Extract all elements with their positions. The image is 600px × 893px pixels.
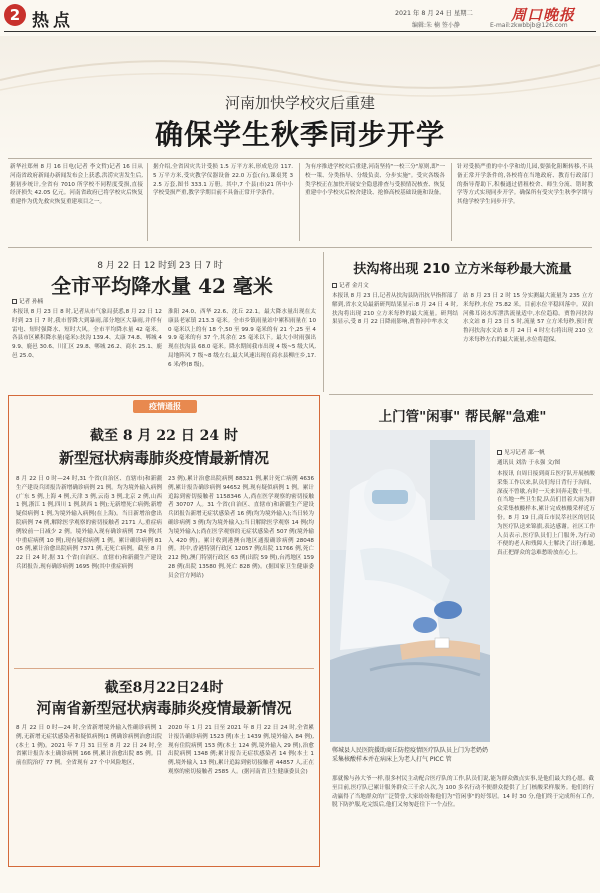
newspaper-logo: 周口晚报 [511,6,576,24]
rain-column-1: 本报讯 8 月 23 日 8 时,记者从市气象局获悉,8 月 22 日 12 时到 23 日 7 时,我市普降大到暴雨,部分地区大暴雨,并伴有雷电、短时强降水、短时大风。全市平均降水量 42 毫米。各县市区累积降水量(毫米):扶沟 139.4、太康 74.8、郸城 49.9、鹿邑 30.6、川汇区 29.8、郸城 26.2、商水 25.1、鹿邑 25.0、 [12,309,162,359]
epidemic-banner: 疫情通报 [133,400,197,413]
issue-date: 2021 年 8 月 24 日 星期二 [395,10,473,17]
national-headline-line-1: 截至 8 月 22 日 24 时 [90,428,238,444]
helper-side-column: 本报讯 自周日接到商丘医疗队开展核酸采集工作以来,队员们每日背行于沟间、深夜不曾歇,有时一天来回奔走数十里。在当地一些卫生院,队员们冒着大雨为群众采集核酸样本,累计完成核酸采样近万份。8 月 19 日,商丘市民萃社区的居民为医疗队送来锦旗,表达感谢。社区工作人员表示,医疗队员们上门服务,为行动不便的老人和残障人士解决了出行难题,真正把群众的急难愁盼放在心上。 [497,471,595,557]
henan-headline-line-1: 截至8月22日24时 [104,680,224,696]
decorative-wave-icon [0,40,600,100]
henan-headline-line-2: 河南省新型冠状病毒肺炎疫情最新情况 [36,699,292,717]
medical-worker-photo [330,430,490,742]
helper-title: 上门管"闲事" 帮民解"急难" [378,409,547,425]
photo-illustration [330,430,490,742]
henan-column-1: 8 月 22 日 0 时—24 时,全省新增境外输入性确诊病例 1 例,无新增无症状感染者和疑似病例(1 例确诊病例治愈出院(本土 1 例)。2021 年 7 月 31 日至 8 月 22 日 24 时,全省累计报告本土确诊病例 166 例,累计治愈出院 85 例。目前在院治疗 77 例。全省现有 27 个中风险地区, [16,725,162,767]
section-rule [329,394,593,395]
lead-kicker: 河南加快学校灾后重建 [224,94,375,112]
epidemic-divider [14,668,314,669]
lead-column-1: 新华社郑州 8 月 16 日电(记者 李文哲)记者 16 日从河南省政府新闻办新闻发布会上获悉,洪涝灾害发生后,据初步统计,全省有 7010 所学校不同程度受损,直接经济损失 42.05 亿元。河南省政府已将学校灾后恢复重建作为优先救灾恢复重建项目之一。 [10,164,143,206]
column-divider [299,163,300,241]
henan-column-2: 2020 年 1 月 21 日至 2021 年 8 月 22 日 24 时,全省累计报告确诊病例 1523 例(本土 1439 例,境外输入 84 例),现有住院病例 153 例(本土 124 例,境外输入 29 例),治愈出院病例 1348 例;累计报告无症状感染者 14 例(本土 1 例,境外输入 13 例),累计追踪到密切接触者 44857 人,正在观察的密切接触者 2585 人。(据河南省卫生健康委员会) [168,725,314,775]
water-byline-text: 记者 金月文 [339,283,369,289]
column-divider [147,163,148,241]
byline-marker-icon [332,283,337,288]
national-column-1: 8 月 22 日 0 时—24 时,31 个省(自治区、直辖市)和新疆生产建设兵团报告新增确诊病例 21 例。均为境外输入病例(广东 5 例,上海 4 例,天津 3 例,云南 3 例,北京 2 例,山西 1 例,浙江 1 例,四川 1 例,陕西 1 例);无新增死亡病例;新增疑似病例 1 例,为境外输入病例(在上海)。当日新增治愈出院病例 74 例,解除医学观察的密切接触者 2171 人,重症病例较前一日减少 2 例。境外输入现有确诊病例 734 例(其中重症病例 10 例),现有疑似病例 1 例。累计确诊病例 8105 例,累计治愈出院病例 7371 例,无死亡病例。截至 8 月 22 日 24 时,据 31 个省(自治区、直辖市)和新疆生产建设兵团报告,现有确诊病例 1695 例(其中重症病例 [16,476,162,570]
lead-headline: 确保学生秋季同步开学 [154,118,445,151]
photo-caption: 郸城县人民医院援助商丘防控疫情医疗队队员上门为老奶奶采集核酸样本并在病床上为老人打气 PICC 管 [332,747,489,763]
water-column-2: 站 8 月 23 日 2 时 15 分实测最大流量为 235 立方米每秒,水位 75.82 米。目前水位平稳回落中。双洎河佛耳岗水库泄洪流量适中,水位趋稳。贾鲁河扶沟水文站 8 月 23 日 5 时,流量 57 立方米每秒,预计贾鲁河扶沟水文站 8 月 24 日 4 时左右将出现 210 立方米每秒左右的最大流量,水位将超保。 [463,293,593,343]
newspaper-email: E-mail:zkwbbjb@126.com [490,22,568,29]
byline-marker-icon [497,450,502,455]
lead-column-2: 据介绍,全省因灾共计受损 1.5 万平方米,形成危房 117.5 万平方米,受灾教学仪器设备 22.0 万套(台),课桌凳 32.5 万套,图书 333.1 万册。其中,7 个县(市)21 所中小学校受损严重,教学学期目前不具备正常开学条件。 [153,164,293,197]
page-number-badge: 2 [4,4,26,26]
rain-title: 全市平均降水量 42 毫米 [51,274,273,298]
helper-main-column: 那就像与孙大爷一样,很多村民主动配合医疗队的工作,队员们说,能为群众做点实事,是他们最大的心愿。截至目前,医疗队已累计服务群众三千余人次,为 100 多名行动不便群众提供了上门核酸采样服务。他们的行动赢得了当地群众的广泛赞誉,大家纷纷称他们为"管闲事"的好邻居。14 时 30 分,他们终于完成所有工作,脱下防护服,吃完饭后,他们又匆匆赶往下一个点位。 [332,776,594,809]
lead-column-4: 针对受损严重的中小学和幼儿园,要强化阻断转移,不具备正常开学条件的,各校将在当地政府、教育行政部门的指导帮助下,积极通过借租校舍、师生分流、错时教学等方式实现同步开学。确保所有受灾学生秋季学期与其他学校学生同步开学。 [457,164,593,206]
water-byline [332,281,369,289]
header-rule [4,31,596,32]
rain-byline-text: 记者 孙楠 [19,299,44,305]
national-headline-line-2: 新型冠状病毒肺炎疫情最新情况 [58,449,269,467]
rain-byline [12,297,43,305]
helper-byline-1-text: 见习记者 邵一帆 [504,450,545,456]
water-column-1: 本报讯 8 月 23 日,记者从扶沟县防汛抗旱指挥部了解到,省水文局最新研判结果显示:8 月 24 日 4 时,扶沟将出现 210 立方米每秒的最大流量。研判结果显示,受 8 月 22 日降雨影响,贾鲁河中牟水文 [332,293,458,326]
lead-rule [8,158,592,159]
national-column-2: 23 例),累计治愈出院病例 88321 例,累计死亡病例 4636 例,累计报告确诊病例 94652 例,现有疑似病例 1 例。累计追踪到密切接触者 1158346 人,尚在医学观察的密切接触者 30707 人。31 个省(自治区、直辖市)和新疆生产建设兵团报告新增无症状感染者 16 例(均为境外输入);当日转为确诊病例 3 例(均为境外输入);当日解除医学观察 14 例(均为境外输入);尚在医学观察的无症状感染者 507 例(境外输入 420 例)。累计收到港澳台地区通报确诊病例 28048 例。其中,香港特别行政区 12057 例(出院 11766 例,死亡 212 例),澳门特别行政区 63 例(出院 59 例),台湾地区 15928 例(出院 13580 例,死亡 828 例)。(据国家卫生健康委员会官方网站) [168,476,314,579]
section-rule [8,247,592,248]
helper-byline-1 [497,448,597,456]
editor-line: 编辑:朱 楠 签小静 [412,22,460,29]
column-divider [323,252,324,392]
rain-subtitle: 8 月 22 日 12 时到 23 日 7 时 [97,261,223,271]
helper-byline-2: 通讯员 刘浩 于永强 文/图 [497,460,561,466]
byline-marker-icon [12,299,17,304]
section-title: 热点 [32,11,74,31]
lead-column-3: 为有序推进学校灾后重建,河南坚持"一校三分"原则,即"一校一策、分类指导、分级负责、分步实施"。受灾各级各类学校正在加快开展安全隐患排查与受损情况核查、恢复重建中小学校灾后校舍建设、抢修高校基础设施和设备。 [305,164,445,197]
column-divider [451,163,452,241]
water-title: 扶沟将出现 210 立方米每秒最大流量 [353,262,572,277]
rain-column-2: 淮阳 24.0、西华 22.6、沈丘 22.1。最大降水量出现在太康县老冢镇 213.3 毫米。全市乡镇雨量站中累积雨量在 100 毫米以上的有 18 个,50 至 99.9 毫米的有 21 个,25 至 49.9 毫米的有 37 个,其余在 25 毫米以下。最大小时雨强出现在扶沟县 68.0 毫米。降水期间我市出现 4 级~5 级大风,局地阵风 7 级~8 级左右,最大风速出现在商水县柳庄乡,17.6 米/秒(8 级)。 [168,309,316,368]
